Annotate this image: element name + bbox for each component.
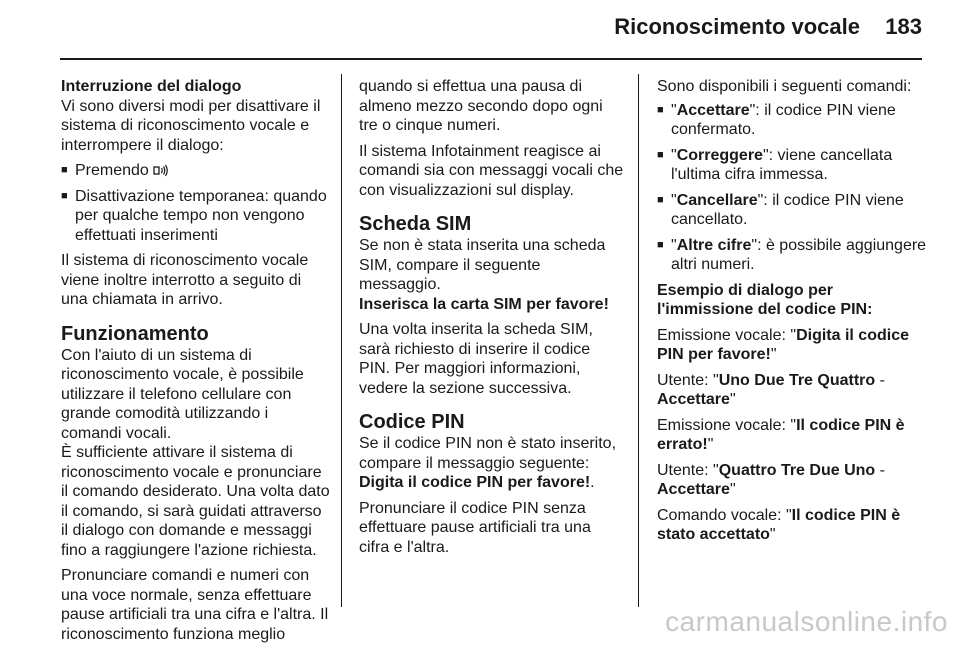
scheda-sim-para: Se non è stata inserita una scheda SIM, compare il seguente messaggio. — [359, 237, 606, 293]
scheda-sim-para-2: Una volta inserita la scheda SIM, sarà richiesto di inserire il codice PIN. Per maggiori informazioni, vedere la sezione successiva. — [359, 321, 593, 397]
bullet-marker: ■ — [61, 189, 68, 202]
bullet-text: Premendo — [75, 162, 149, 179]
bullet-marker: ■ — [657, 238, 664, 251]
list-item: ■ "Accettare": il codice PIN viene confermato. — [657, 101, 896, 138]
list-item: ■ "Correggere": viene cancellata l'ultima cifra immessa. — [657, 146, 893, 183]
funzionamento-heading: Funzionamento — [61, 322, 209, 345]
pin-message: Digita il codice PIN per favore! — [359, 474, 591, 491]
infotainment-para: Il sistema Infotainment reagisce ai comandi sia con messaggi vocali che con visualizzazioni sul display. — [359, 142, 624, 199]
page-header — [0, 0, 960, 58]
funzionamento-para-3: Pronunciare comandi e numeri con una voce normale, senza effettuare pause artificiali tra una cifra e l'altra. Il riconoscimento funziona meglio — [61, 567, 329, 643]
dialog-line: Emissione vocale: "Digita il codice PIN per favore!" — [657, 326, 909, 363]
bullet-text: Disattivazione temporanea: quando per qualche tempo non vengono effettuati inserimenti — [75, 187, 327, 244]
interruzione-intro: Vi sono diversi modi per disattivare il sistema di riconoscimento vocale e interrompere il dialogo: — [61, 97, 321, 154]
column-3 — [657, 77, 927, 551]
command-desc: ": è possibile aggiungere altri numeri. — [671, 236, 927, 273]
funzionamento-para-2: È sufficiente attivare il sistema di riconoscimento vocale e pronunciare il comando desiderato. Una volta dato il comando, si sarà guidati attraverso il dialogo con domande e messaggi fino a raggiungere l'azione richiesta. — [61, 444, 330, 559]
column-1 — [61, 77, 331, 650]
dialog-line: Comando vocale: "Il codice PIN è stato accettato" — [657, 506, 901, 543]
sim-message: Inserisca la carta SIM per favore! — [359, 295, 609, 313]
command-desc: ": il codice PIN viene confermato. — [671, 101, 896, 138]
pin-message-period: . — [590, 474, 595, 491]
codice-pin-para-2: Pronunciare il codice PIN senza effettuare pause artificiali tra una cifra e l'altra. — [359, 499, 591, 556]
dialog-line: Utente: "Quattro Tre Due Uno - Accettare" — [657, 461, 885, 498]
command-name: Correggere — [676, 146, 763, 164]
list-item: ■ "Altre cifre": è possibile aggiungere altri numeri. — [657, 236, 927, 273]
command-desc: ": viene cancellata l'ultima cifra immessa. — [671, 146, 893, 183]
dialog-line: Utente: "Uno Due Tre Quattro - Accettare" — [657, 371, 885, 408]
bullet-marker: ■ — [61, 164, 68, 176]
column-2 — [359, 77, 624, 563]
commands-intro: Sono disponibili i seguenti comandi: — [657, 78, 912, 95]
interruzione-heading: Interruzione del dialogo — [61, 78, 242, 95]
command-desc: ": il codice PIN viene cancellato. — [671, 191, 904, 228]
watermark: carmanualsonline.info — [665, 606, 948, 637]
list-item — [61, 187, 331, 246]
scheda-sim-heading: Scheda SIM — [359, 213, 472, 235]
esempio-heading: Esempio di dialogo per l'immissione del codice PIN: — [657, 281, 873, 318]
funzionamento-para-1: Con l'aiuto di un sistema di riconoscimento vocale, è possibile utilizzare il telefono cellulare con grande comodità utilizzando i comandi vocali. — [61, 346, 304, 442]
command-name: Cancellare — [676, 191, 758, 209]
interruzione-note: Il sistema di riconoscimento vocale viene inoltre interrotto a seguito di una chiamata in arrivo. — [61, 252, 309, 308]
bullet-marker: ■ — [657, 148, 664, 161]
continued-para: quando si effettua una pausa di almeno mezzo secondo dopo ogni tre o cinque numeri. — [359, 78, 603, 134]
codice-pin-para: Se il codice PIN non è stato inserito, compare il messaggio seguente: — [359, 435, 617, 472]
column-divider-1 — [341, 74, 342, 607]
dialog-line: Emissione vocale: "Il codice PIN è errato!" — [657, 416, 905, 453]
header-divider — [60, 58, 922, 60]
command-name: Altre cifre — [676, 236, 752, 254]
list-item: ■ "Cancellare": il codice PIN viene cancellato. — [657, 191, 904, 228]
voice-button-icon — [153, 164, 169, 177]
command-name: Accettare — [676, 101, 750, 119]
section-title: Riconoscimento vocale — [614, 14, 860, 39]
bullet-marker: ■ — [657, 193, 664, 206]
column-divider-2 — [638, 74, 639, 607]
bullet-marker: ■ — [657, 103, 664, 116]
page-number: 183 — [885, 14, 922, 39]
codice-pin-heading: Codice PIN — [359, 411, 465, 433]
list-item — [61, 161, 331, 181]
